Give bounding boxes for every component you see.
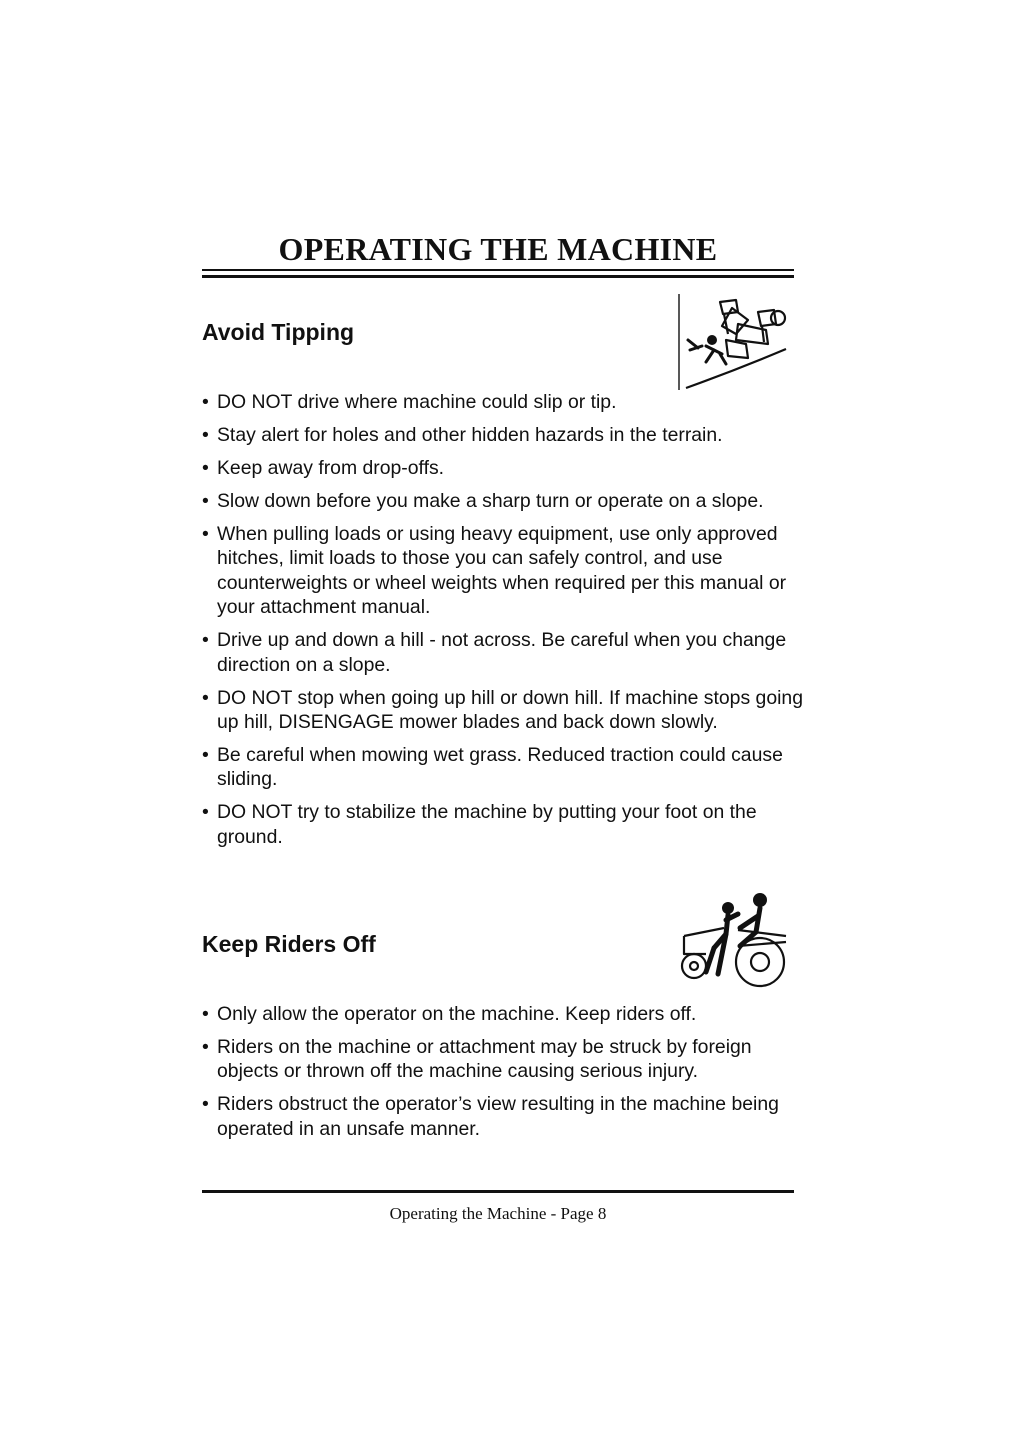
section-heading-avoid-tipping: Avoid Tipping xyxy=(202,319,355,345)
tipping-hazard-icon xyxy=(676,294,792,392)
list-item: • Only allow the operator on the machine. Keep riders off. xyxy=(202,1002,802,1026)
title-rule-top xyxy=(202,269,794,271)
list-item: • Drive up and down a hill - not across. Be careful when you change direction on a slope. xyxy=(202,628,787,677)
list-item: • DO NOT stop when going up hill or down hill. If machine stops going up hill, DISENGAGE mower blades and back down slowly. xyxy=(202,686,812,735)
list-item: • Stay alert for holes and other hidden hazards in the terrain. xyxy=(202,423,802,447)
keep-riders-off-list xyxy=(202,1002,802,1150)
list-item: • Riders on the machine or attachment may be struck by foreign objects or thrown off the machine causing serious injury. xyxy=(202,1035,807,1084)
title-rule-bottom xyxy=(202,275,794,278)
list-item: • Slow down before you make a sharp turn or operate on a slope. xyxy=(202,489,802,513)
section-heading-keep-riders-off: Keep Riders Off xyxy=(202,931,376,957)
list-item: • When pulling loads or using heavy equipment, use only approved hitches, limit loads to those you can safely control, and use counterweights or wheel weights when required per this manual or your attachment manual. xyxy=(202,522,787,620)
page-title: OPERATING THE MACHINE xyxy=(278,231,718,267)
page-footer: Operating the Machine - Page 8 xyxy=(389,1204,607,1223)
list-item: • DO NOT drive where machine could slip or tip. xyxy=(202,390,802,414)
list-item: • Be careful when mowing wet grass. Reduced traction could cause sliding. xyxy=(202,743,792,792)
list-item: • Riders obstruct the operator’s view resulting in the machine being operated in an unsafe manner. xyxy=(202,1092,787,1141)
list-item: • Keep away from drop-offs. xyxy=(202,456,802,480)
avoid-tipping-list xyxy=(202,390,802,858)
list-item: • DO NOT try to stabilize the machine by putting your foot on the ground. xyxy=(202,800,812,849)
rider-hazard-icon xyxy=(676,890,792,990)
footer-rule xyxy=(202,1190,794,1193)
